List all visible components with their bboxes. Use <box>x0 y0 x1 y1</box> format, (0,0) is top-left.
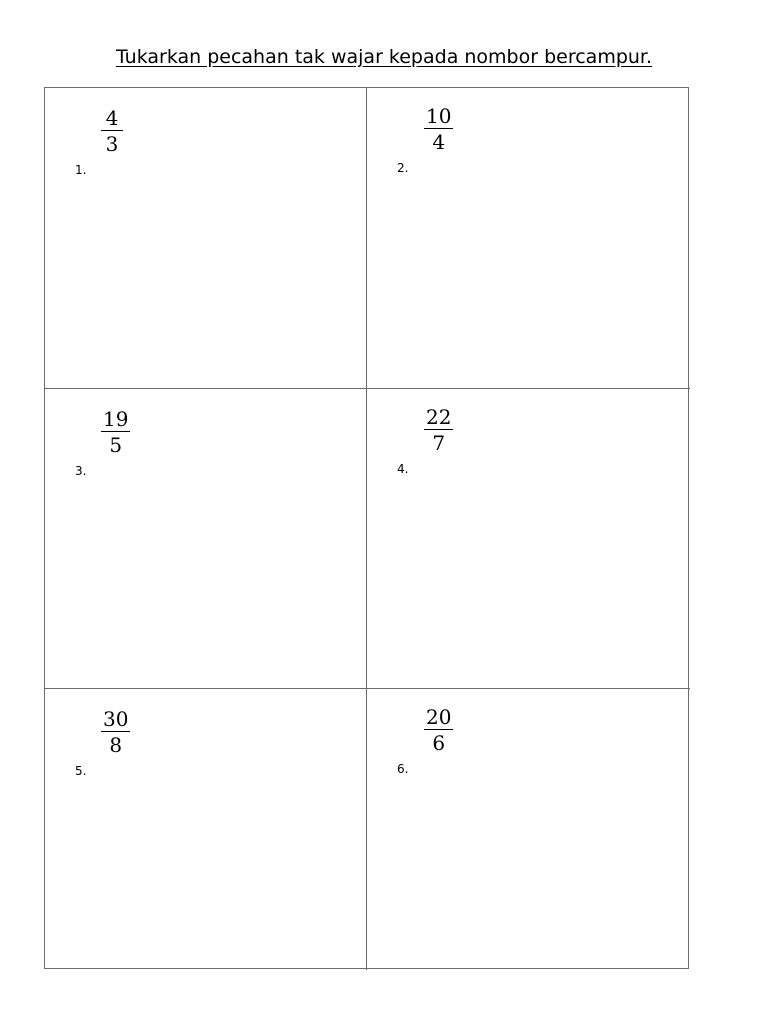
question-cell-5 <box>45 689 367 970</box>
fraction-5 <box>101 707 130 757</box>
question-cell-4 <box>367 389 690 689</box>
fraction-4 <box>424 405 453 455</box>
question-number: 3. <box>75 464 87 478</box>
question-number: 1. <box>75 163 87 177</box>
question-number: 5. <box>75 764 87 778</box>
fraction-3 <box>101 407 130 457</box>
numerator: 20 <box>426 705 452 729</box>
denominator: 3 <box>105 132 119 156</box>
worksheet-title: Tukarkan pecahan tak wajar kepada nombor bercampur. <box>115 46 653 68</box>
denominator: 4 <box>432 130 446 154</box>
numerator: 22 <box>426 405 452 429</box>
denominator: 6 <box>432 731 446 755</box>
denominator: 5 <box>109 433 123 457</box>
question-cell-2 <box>367 88 690 389</box>
numerator: 4 <box>101 106 123 131</box>
question-number: 4. <box>397 462 409 476</box>
denominator: 7 <box>432 431 446 455</box>
fraction-6 <box>424 705 453 755</box>
numerator: 19 <box>103 407 129 431</box>
question-number: 2. <box>397 161 409 175</box>
fraction-1 <box>101 106 123 156</box>
question-number: 6. <box>397 762 409 776</box>
numerator: 10 <box>426 104 452 128</box>
question-cell-6 <box>367 689 690 970</box>
question-cell-3 <box>45 389 367 689</box>
denominator: 8 <box>109 733 123 757</box>
question-grid <box>44 87 689 969</box>
fraction-2 <box>424 104 453 154</box>
numerator: 30 <box>103 707 129 731</box>
question-cell-1 <box>45 88 367 389</box>
